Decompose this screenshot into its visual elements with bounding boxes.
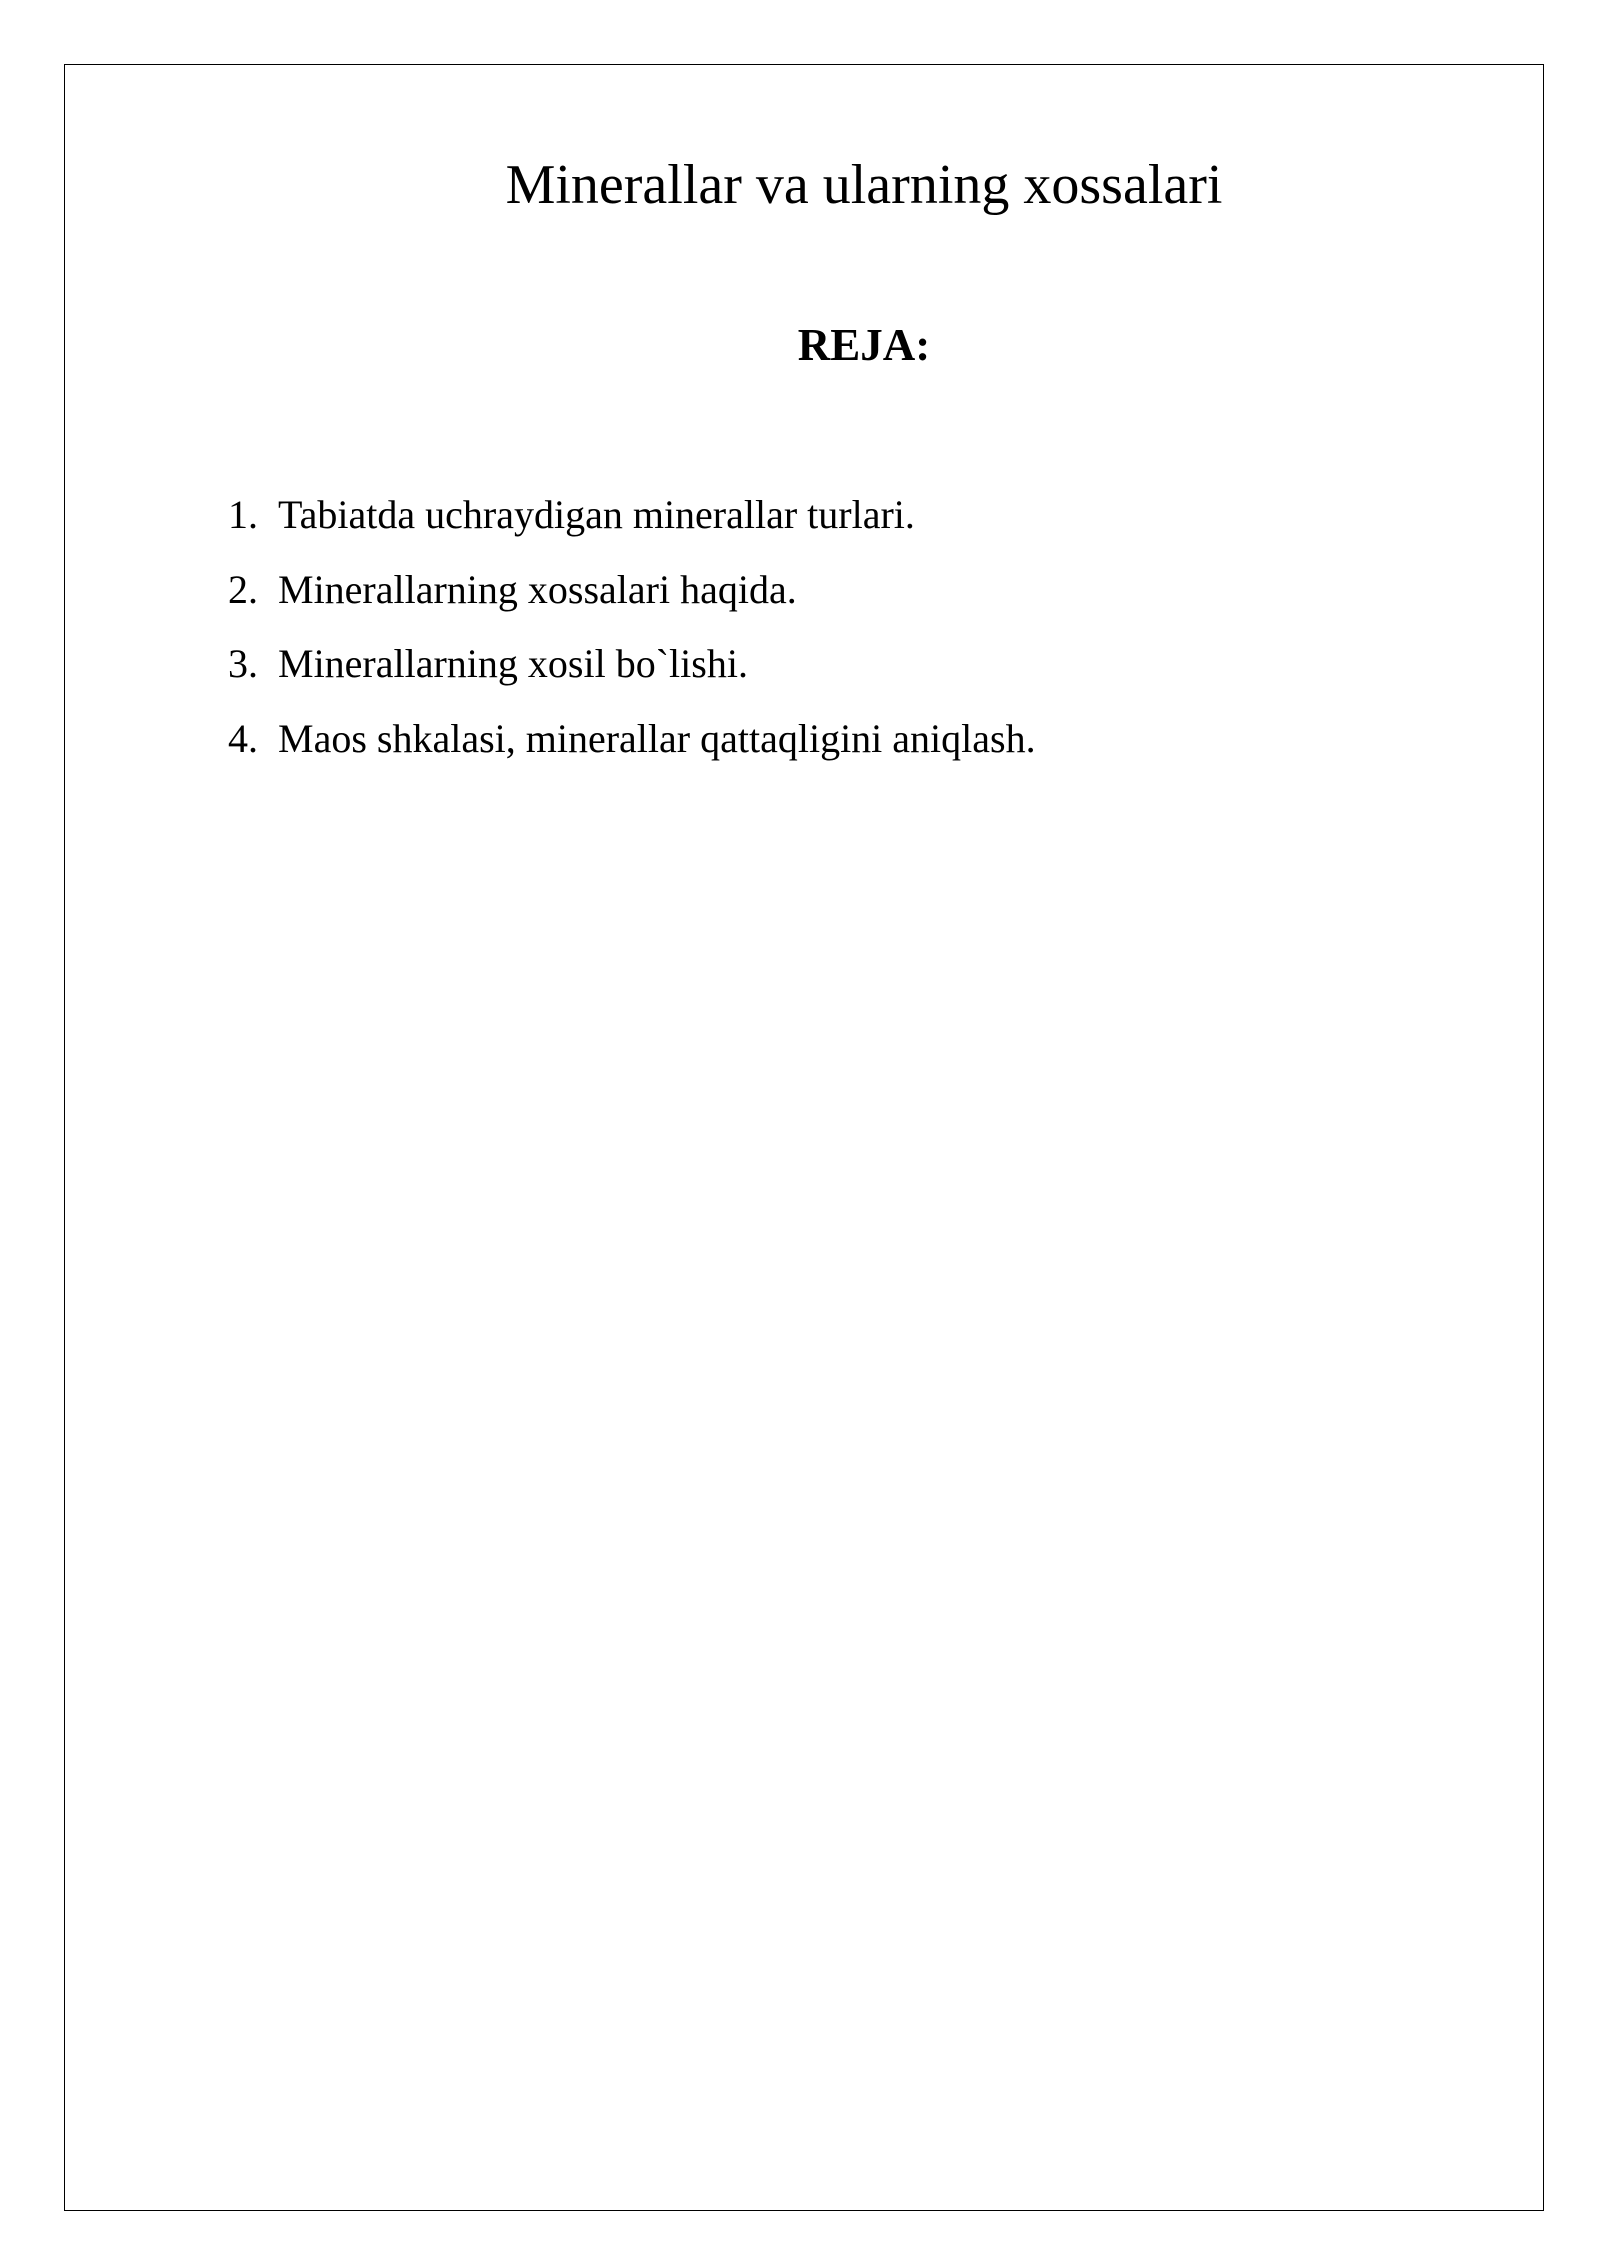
plan-item-text: Tabiatda uchraydigan minerallar turlari.	[278, 492, 915, 537]
plan-item	[228, 478, 1036, 553]
plan-item-text: Maos shkalasi, minerallar qattaqligini aniqlash.	[278, 715, 1036, 761]
plan-item-text: Minerallarning xosil bo`lishi.	[278, 641, 748, 686]
document-title: Minerallar va ularning xossalari	[505, 154, 1223, 216]
plan-item	[228, 702, 1036, 777]
plan-item	[228, 553, 1036, 628]
plan-item	[228, 627, 1036, 702]
plan-heading: REJA:	[797, 320, 931, 370]
plan-item-number: 2.	[228, 566, 258, 612]
plan-item-number: 4.	[228, 715, 258, 761]
plan-item-text: Minerallarning xossalari haqida.	[278, 566, 797, 612]
plan-item-number: 3.	[228, 641, 258, 686]
plan-list	[228, 478, 1036, 776]
plan-item-number: 1.	[228, 492, 258, 537]
page-border	[64, 64, 1544, 2211]
